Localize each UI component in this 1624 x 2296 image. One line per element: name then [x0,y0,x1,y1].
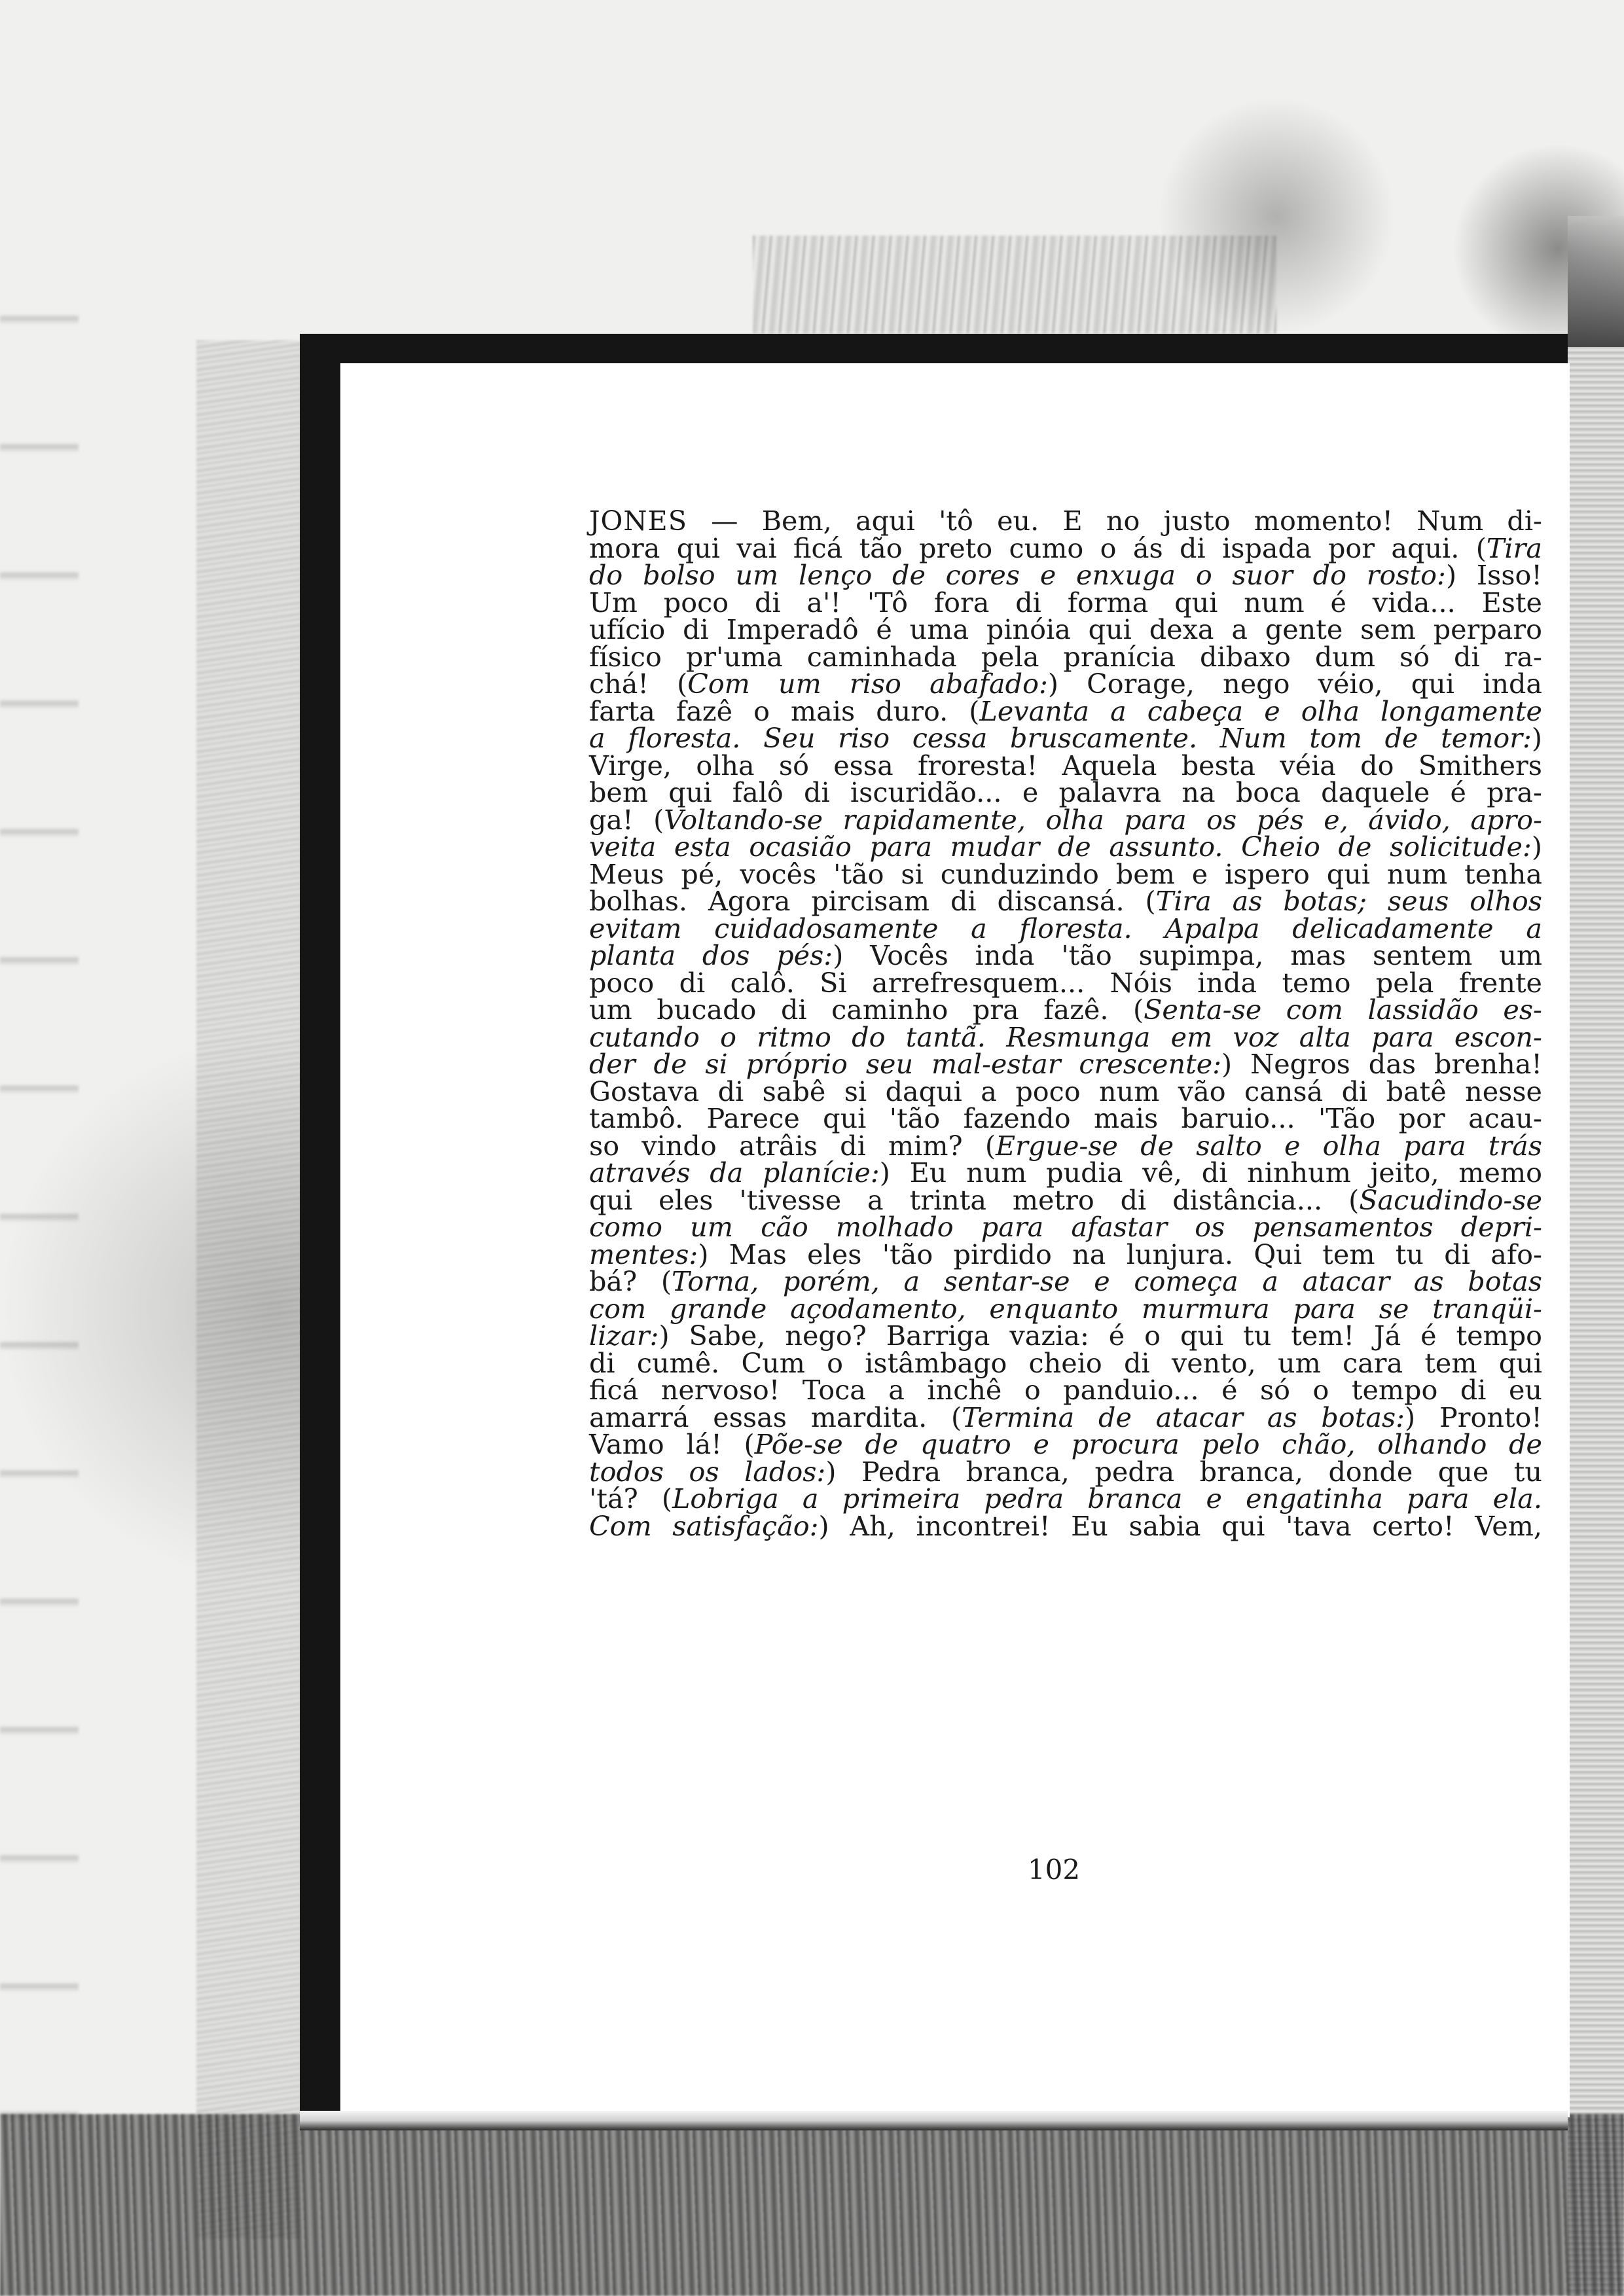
dialogue-text: di cumê. Cum o istâmbago cheio di vento, um cara tem qui [589,1347,1542,1379]
text-line [589,1320,1542,1352]
stage-direction: Põe-se de quatro e procura pelo chão, olhando de [754,1429,1542,1460]
scan-binding-shadow [196,340,301,2238]
dialogue-text: farta fazê o mais duro. ( [589,695,980,727]
body-text [589,505,1543,1542]
stage-direction: lizar: [589,1320,659,1352]
dialogue-text: ) [1531,831,1542,863]
dialogue-text: Gostava di sabê si daqui a poco num vão cansá di batê nesse [589,1075,1542,1107]
dialogue-text: ) Pedra branca, pedra branca, donde que tu [825,1456,1542,1488]
text-line [589,858,1542,890]
text-line [589,641,1542,673]
stage-direction: a floresta. Seu riso cessa bruscamente. Num tom de temor: [589,723,1532,754]
stage-direction: Com um riso abafado: [687,668,1048,700]
stage-direction: Lobriga a primeira pedra branca e engatinha para ela. [672,1483,1543,1515]
text-line [589,1456,1542,1488]
dialogue-text: mora qui vai ficá tão preto cumo o ás di ispada por aqui. ( [589,532,1487,564]
scan-top-noise [753,236,1276,334]
dialogue-text: ) Vocês inda 'tão supimpa, mas sentem um [833,940,1542,971]
text-line [589,804,1543,836]
text-line [589,1021,1542,1053]
dialogue-text: amarrá essas mardita. ( [589,1401,962,1433]
text-line [589,1130,1542,1162]
text-line [589,1105,1542,1133]
dialogue-text: Um poco di a'! 'Tô fora di forma qui num é vida... Este [589,586,1542,619]
dialogue-text: qui eles 'tivesse a trinta metro di distância... ( [589,1184,1360,1216]
text-line [589,1483,1543,1515]
scan-right-edge [1568,347,1624,2296]
stage-direction: Sacudindo-se [1359,1184,1542,1216]
text-line [589,562,1542,590]
dialogue-text: ) Corage, nego véio, qui inda [1047,668,1542,700]
stage-direction: Voltando-se rapidamente, olha para os pés e, ávido, apro- [664,804,1543,836]
dialogue-text: bem qui falô di iscuridão... e palavra na boca daquele é pra- [589,777,1542,808]
speaker-name: JONES [589,505,687,537]
stage-direction: através da planície: [589,1157,880,1189]
text-line [589,1268,1542,1296]
stage-direction: cutando o ritmo do tantã. Resmunga em voz alta para escon- [589,1021,1542,1053]
dialogue-text: poco di calô. Si arrefresquem... Nóis inda temo pela frente [589,967,1542,999]
stage-direction: veita esta ocasião para mudar de assunto. Cheio de solicitude: [589,831,1532,863]
stage-direction: Ergue-se de salto e olha para trás [996,1130,1542,1162]
text-line [589,586,1542,619]
scan-bottom-noise [0,2114,1624,2296]
stage-direction: planta dos pés: [589,940,833,971]
text-line [589,725,1542,753]
text-line [589,1374,1542,1406]
page-shadow-top [300,334,1568,363]
dialogue-text: ) Ah, incontrei! Eu sabia qui 'tava certo! Vem, [818,1510,1542,1542]
text-line [589,1051,1542,1079]
stage-direction: todos os lados: [589,1456,826,1488]
dialogue-text: ) Negros das brenha! [1221,1049,1542,1080]
scan-right-corner [1568,216,1624,347]
text-line [589,942,1542,970]
dialogue-text: — Bem, aqui 'tô eu. E no justo momento! Num di- [687,505,1542,537]
page-shadow-bottom [300,2111,1568,2130]
dialogue-text: ga! ( [589,804,664,836]
stage-direction: Termina de atacar as botas: [962,1401,1405,1433]
dialogue-text: ) Sabe, nego? Barriga vazia: é o qui tu tem! Já é tempo [659,1320,1542,1352]
scan-edge-marks [0,196,79,2225]
stage-direction: der de si próprio seu mal-estar crescente: [589,1049,1222,1080]
text-line [589,1401,1542,1433]
stage-direction: Tira as botas; seus olhos [1155,886,1542,917]
text-line [589,1238,1542,1270]
text-line [589,1075,1542,1107]
stage-direction: com grande açodamento, enquanto murmura para se tranqüi- [589,1293,1542,1325]
text-line [589,695,1542,727]
dialogue-text: ) Pronto! [1405,1401,1542,1433]
dialogue-text: um bucado di caminho pra fazê. ( [589,994,1144,1026]
text-line [589,888,1542,916]
dialogue-text: ) Mas eles 'tão pirdido na lunjura. Qui tem tu di afo- [698,1238,1542,1270]
dialogue-text: chá! ( [589,668,688,700]
text-line [589,614,1542,645]
text-line [589,831,1542,863]
stage-direction: evitam cuidadosamente a floresta. Apalpa delicadamente a [589,912,1542,944]
text-line [589,1184,1542,1216]
text-line [589,1431,1542,1459]
dialogue-text: tambô. Parece qui 'tão fazendo mais baruio... 'Tão por acau- [589,1103,1542,1134]
text-line [589,532,1542,564]
text-line [589,1293,1542,1325]
text-line [589,1510,1542,1542]
page-shadow-left [300,334,340,2127]
dialogue-text: Virge, olha só essa froresta! Aquela besta véia do Smithers [589,749,1542,781]
stage-direction: como um cão molhado para afastar os pensamentos depri- [589,1211,1542,1243]
stage-direction: mentes: [589,1238,698,1270]
dialogue-text: ) Isso! [1445,560,1542,591]
text-line [589,967,1542,999]
text-line [589,749,1542,781]
dialogue-text: Vamo lá! ( [589,1429,755,1460]
text-line [589,912,1542,944]
stage-direction: Levanta a cabeça e olha longamente [979,695,1542,727]
stage-direction: Torna, porém, a sentar-se e começa a atacar as botas [672,1266,1543,1297]
text-line [589,668,1542,700]
dialogue-text: ficá nervoso! Toca a inchê o panduio... é só o tempo di eu [589,1374,1542,1406]
dialogue-text: so vindo atrâis di mim? ( [589,1130,996,1162]
dialogue-text: bolhas. Agora pircisam di discansá. ( [589,886,1156,917]
stage-direction: Com satisfação: [589,1510,819,1542]
text-line [589,1347,1542,1379]
text-line [589,1157,1542,1189]
text-line [589,505,1542,537]
text-line [589,994,1542,1026]
dialogue-text: Meus pé, vocês 'tão si cunduzindo bem e ispero qui num tenha [589,858,1542,890]
text-line [589,777,1542,808]
stage-direction: do bolso um lenço de cores e enxuga o suor do rosto: [589,560,1446,591]
stage-direction: Tira [1486,532,1542,564]
dialogue-text: físico pr'uma caminhada pela pranícia dibaxo dum só di ra- [589,641,1542,673]
dialogue-text: 'tá? ( [589,1483,672,1515]
page-number: 102 [1027,1854,1081,1886]
dialogue-text: ) Eu num pudia vê, di ninhum jeito, memo [879,1157,1542,1189]
text-line [589,1211,1542,1243]
stage-direction: Senta-se com lassidão es- [1144,994,1542,1026]
dialogue-text: ) [1531,723,1542,754]
dialogue-text: bá? ( [589,1266,672,1297]
dialogue-text: ufício di Imperadô é uma pinóia qui dexa a gente sem perparo [589,614,1542,645]
